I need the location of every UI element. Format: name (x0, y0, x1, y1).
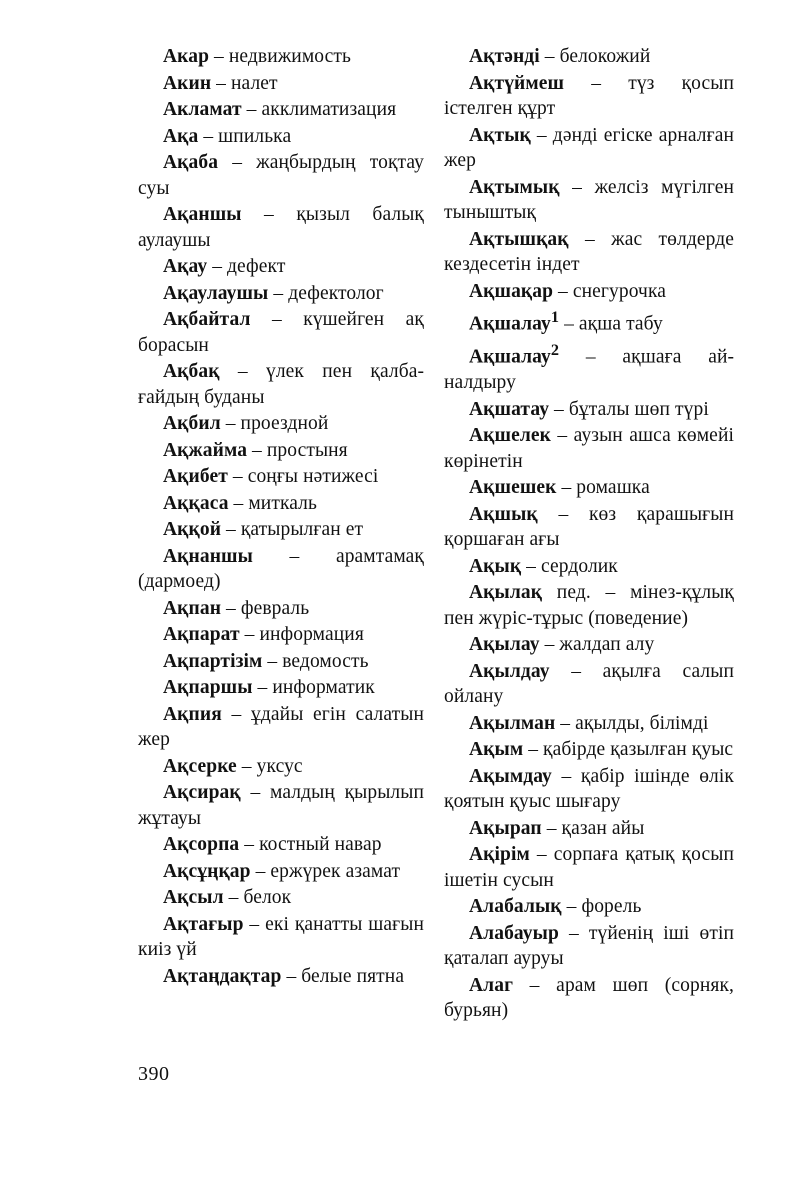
page-number: 390 (138, 1063, 170, 1085)
dictionary-entry (138, 359, 424, 410)
homonym-index: 1 (550, 308, 560, 326)
entry-definition: – жалдап алу (539, 634, 655, 655)
entry-definition: – желсіз мүгілген тыныштық (444, 176, 734, 223)
entry-definition: – дефектолог (268, 282, 384, 304)
dictionary-entry (444, 227, 734, 278)
dictionary-entry (444, 711, 734, 737)
entry-definition: – ақша табу (559, 313, 663, 335)
dictionary-entry (444, 502, 734, 553)
entry-definition: – налет (211, 72, 278, 94)
dictionary-entry (444, 580, 734, 631)
dictionary-entry (138, 964, 424, 990)
entry-definition: – снегурочка (553, 280, 666, 302)
right-column (444, 44, 734, 1025)
entry-headword: Ақшық (469, 503, 538, 525)
entry-headword: Ақшатау (469, 398, 550, 420)
entry-headword: Ақсұңқар (163, 860, 251, 882)
dictionary-entry (138, 596, 424, 622)
dictionary-entry (138, 912, 424, 963)
entry-headword: Ақым (469, 739, 524, 760)
entry-headword: Ақсыл (163, 887, 224, 908)
dictionary-entry (444, 44, 734, 70)
entry-headword: Ақірім (469, 844, 530, 865)
dictionary-entry (138, 411, 424, 437)
dictionary-entry (138, 44, 424, 70)
dictionary-entry (444, 175, 734, 226)
left-column (138, 44, 424, 990)
entry-definition: – жаңбырдың тоқтау суы (138, 152, 424, 199)
entry-headword: Ақық (469, 555, 522, 577)
entry-headword: Ақшешек (469, 477, 557, 498)
entry-headword: Ақшалау (469, 313, 551, 335)
entry-headword: Ақибет (163, 466, 228, 487)
entry-definition: – дәнді егіске арналған жер (444, 124, 734, 171)
dictionary-entry (138, 150, 424, 201)
entry-definition: – миткаль (228, 492, 317, 514)
entry-headword: Ақтағыр (163, 913, 244, 935)
entry-definition: – проездной (220, 413, 329, 434)
entry-definition: – февраль (221, 597, 310, 619)
dictionary-entry (138, 544, 424, 595)
entry-headword: Ақпан (163, 597, 222, 619)
entry-definition: – дефект (207, 256, 286, 277)
entry-definition: – екі қанатты шағын киіз үй (138, 913, 424, 960)
entry-definition: – ромашка (556, 477, 650, 498)
entry-definition: – белые пятна (281, 965, 405, 987)
entry-headword: Акин (163, 72, 212, 94)
entry-definition: – костный навар (239, 834, 382, 855)
entry-definition: – сорпаға қатық қосып ішетін сусын (444, 844, 734, 891)
dictionary-entry (138, 754, 424, 780)
entry-headword: Ақтымық (469, 176, 560, 198)
entry-headword: Ақтүймеш (469, 72, 565, 94)
entry-headword: Ақылақ (469, 582, 543, 603)
entry-headword: Ақпарат (163, 624, 240, 645)
entry-headword: Алаг (469, 974, 514, 996)
entry-definition: – түз қосып істелген құрт (444, 72, 734, 119)
entry-headword: Ақнаншы (163, 545, 253, 567)
entry-headword: Алабалық (469, 896, 562, 917)
entry-headword: Ақпартізім (163, 650, 263, 672)
dictionary-entry (444, 659, 734, 710)
entry-definition: – аузын ашса көмейі көрінетін (444, 425, 734, 472)
entry-headword: Ақтышқақ (469, 228, 569, 250)
homonym-index: 2 (550, 341, 560, 359)
entry-definition: – қатырылған ет (221, 519, 364, 540)
dictionary-entry (444, 921, 734, 972)
entry-definition: – қабір ішінде өлік қоятын қуыс шығару (444, 765, 734, 812)
entry-definition: – ержүрек азамат (250, 860, 401, 882)
entry-definition: – форель (561, 896, 642, 917)
entry-definition: – бұталы шөп түрі (549, 398, 709, 420)
dictionary-entry (138, 254, 424, 280)
dictionary-entry (138, 464, 424, 490)
entry-headword: Ақпаршы (163, 677, 253, 698)
entry-definition: – ақылды, білімді (555, 712, 709, 734)
dictionary-entry (444, 123, 734, 174)
entry-definition: – белок (223, 887, 292, 908)
dictionary-entry (444, 894, 734, 920)
entry-definition: – информация (239, 624, 364, 645)
entry-headword: Ақымдау (469, 765, 552, 787)
entry-definition: – ведомость (262, 650, 369, 672)
entry-headword: Ақпия (163, 703, 222, 725)
entry-definition: – малдың қырылып жұтауы (138, 782, 424, 829)
entry-definition: – акклиматизация (241, 99, 397, 120)
entry-headword: Ақтық (469, 124, 531, 146)
entry-definition: – қызыл балық аулаушы (138, 204, 424, 251)
entry-definition: – ақылға салып ойлану (444, 660, 734, 707)
dictionary-entry (138, 281, 424, 307)
dictionary-entry (138, 780, 424, 831)
entry-headword: Ақылман (469, 712, 556, 734)
entry-definition: – түйенің іші өтіп қаталап ауруы (444, 922, 734, 969)
entry-headword: Акар (163, 46, 210, 67)
dictionary-entry (444, 816, 734, 842)
dictionary-entry (444, 737, 734, 763)
dictionary-entry (138, 832, 424, 858)
dictionary-entry (138, 675, 424, 701)
entry-definition: – уксус (236, 755, 303, 777)
entry-headword: Ақылау (469, 634, 540, 655)
entry-definition: – простыня (247, 439, 348, 461)
entry-definition: – белокожий (539, 46, 651, 67)
entry-headword: Ақау (163, 256, 208, 277)
entry-headword: Ақбил (163, 413, 221, 434)
entry-headword: Ақаулаушы (163, 282, 269, 304)
entry-definition: – информатик (252, 677, 375, 698)
entry-definition: – ақшаға айналдыру (444, 346, 734, 393)
entry-definition: – қазан айы (541, 817, 645, 839)
entry-definition: – арам шөп (сорняк, бурьян) (444, 974, 734, 1021)
entry-definition: – шпилька (198, 125, 292, 147)
entry-definition: – сердолик (521, 555, 618, 577)
entry-headword: Акламат (163, 99, 242, 120)
entry-definition: пед. – мінез-құлық пен жүріс-тұрыс (поведение) (444, 582, 734, 629)
entry-headword: Ақылдау (469, 660, 550, 682)
dictionary-entry (444, 397, 734, 423)
entry-definition: – недвижимость (209, 46, 351, 67)
entry-headword: Ақшалау (469, 346, 551, 368)
entry-headword: Ақтәнді (469, 46, 540, 67)
entry-definition: – көз қарашығын қоршаған ағы (444, 503, 734, 550)
dictionary-entry (138, 124, 424, 150)
dictionary-entry (444, 632, 734, 658)
entry-headword: Ақсорпа (163, 834, 240, 855)
entry-headword: Аққаса (163, 492, 229, 514)
dictionary-entry (138, 71, 424, 97)
entry-headword: Ақаба (163, 152, 219, 173)
entry-definition: – үлек пен қалбағайдың буданы (138, 361, 424, 408)
entry-headword: Ақырап (469, 817, 542, 839)
dictionary-entry (444, 764, 734, 815)
entry-headword: Ақшелек (469, 425, 551, 446)
entry-definition: – ұдайы егін салатын жер (138, 703, 424, 750)
dictionary-entry (138, 438, 424, 464)
entry-definition: – соңғы нәтижесі (227, 466, 379, 487)
entry-headword: Аққой (163, 519, 222, 540)
entry-headword: Ақа (163, 125, 199, 147)
entry-headword: Алабауыр (469, 922, 559, 944)
entry-headword: Ақтаңдақтар (163, 965, 282, 987)
dictionary-entry (138, 859, 424, 885)
dictionary-entry (138, 649, 424, 675)
dictionary-entry (444, 554, 734, 580)
dictionary-entry (444, 338, 734, 396)
dictionary-entry (138, 491, 424, 517)
dictionary-entry (444, 71, 734, 122)
dictionary-entry (444, 842, 734, 893)
entry-definition: – жас төлдерде кездесетін індет (444, 228, 734, 275)
dictionary-entry (444, 305, 734, 337)
dictionary-entry (138, 307, 424, 358)
dictionary-entry (444, 423, 734, 474)
entry-definition: – арамтамақ (дармоед) (138, 545, 424, 592)
entry-definition: – қабірде қазылған қуыс (523, 739, 734, 760)
dictionary-entry (444, 279, 734, 305)
dictionary-entry (138, 202, 424, 253)
entry-headword: Ақсирақ (163, 782, 241, 803)
entry-headword: Ақсерке (163, 755, 237, 777)
dictionary-entry (444, 973, 734, 1024)
dictionary-entry (138, 885, 424, 911)
entry-headword: Ақшақар (469, 280, 554, 302)
dictionary-entry (138, 517, 424, 543)
entry-definition: – күшейген ақ борасын (138, 309, 424, 356)
entry-headword: Ақаншы (163, 204, 242, 225)
entry-headword: Ақбайтал (163, 309, 251, 330)
dictionary-entry (138, 702, 424, 753)
dictionary-entry (138, 622, 424, 648)
entry-headword: Ақжайма (163, 439, 248, 461)
entry-headword: Ақбақ (163, 361, 220, 382)
dictionary-entry (138, 97, 424, 123)
dictionary-entry (444, 475, 734, 501)
